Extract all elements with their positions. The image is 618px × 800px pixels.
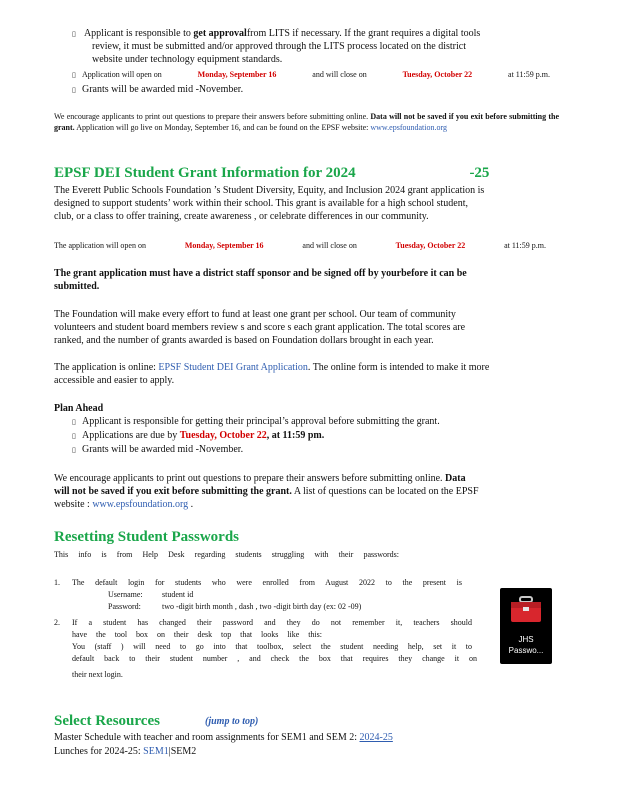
top-bullet-3: ▯ Grants will be awarded mid -November.	[72, 84, 244, 95]
reset-item-1: The default login for students who were enrolled from August 2022 to the present is	[72, 578, 462, 587]
encourage-paragraph: We encourage applicants to print out questions to prepare their answers before submitting online. Data will not be saved if you exit before submitting the grant. Application will go live on Monday, September 16, and can be found on the EPSF website: www.epsfoundation.org	[54, 112, 559, 132]
bullet-icon: ▯	[72, 71, 76, 79]
plan-ahead-heading: Plan Ahead	[54, 403, 104, 414]
reset-item-2-line3: You (staff ) will need to go into that toolbox, select the student needing help, set it to	[72, 642, 472, 651]
dei-open-date: Monday, September 16	[184, 241, 264, 250]
jhs-password-shortcut[interactable]	[500, 588, 552, 664]
bullet-icon: ▯	[72, 446, 76, 454]
lunch-sem2-link[interactable]: SEM2	[170, 746, 197, 757]
plan-bullet-3: ▯ Grants will be awarded mid -November.	[72, 444, 244, 455]
online-application-line2: accessible and easier to apply.	[54, 375, 175, 386]
select-resources-heading: Select Resources	[54, 713, 160, 729]
plan-bullet-2: ▯ Applications are due by Tuesday, October 22, at 11:59 pm.	[72, 430, 325, 441]
top-bullet-1-line2: review, it must be submitted and/or approved through the LITS process located on the district	[92, 41, 466, 52]
top-bullet-2: ▯ Application will open on Monday, September 16 and will close on Tuesday, October 22 at 11:59 p.m.	[72, 70, 550, 79]
plan-bullet-1: ▯ Applicant is responsible for getting their principal’s approval before submitting the grant.	[72, 416, 440, 427]
reset-password: Password: two -digit birth month , dash , two -digit birth day (ex: 02 -09)	[108, 602, 362, 611]
reset-intro: This info is from Help Desk regarding students struggling with their passwords:	[54, 550, 399, 559]
foundation-para-line3: ranked, and the number of grants awarded is based on Foundation dollars brought in each year.	[54, 335, 434, 346]
close-date: Tuesday, October 22	[402, 70, 473, 79]
dei-close-date: Tuesday, October 22	[395, 241, 466, 250]
shortcut-label-2: Passwo...	[508, 646, 544, 655]
sponsor-requirement: The grant application must have a district staff sponsor and be signed off by yourbefore it can be	[54, 268, 467, 279]
dei-intro-line3: club, or a class to offer training, create awareness , or celebrate differences in our community.	[54, 211, 429, 222]
epsf-website-link[interactable]: www.epsfoundation.org	[370, 123, 447, 132]
reset-item-2-line4: default back to their student number , and check the box that requires they change it on	[72, 654, 477, 663]
encourage2-line2: will not be saved if you exit before submitting the grant. A list of questions can be located on the EPSF	[54, 486, 479, 497]
sponsor-requirement-line2: submitted.	[54, 281, 100, 292]
open-date: Monday, September 16	[197, 70, 277, 79]
master-schedule-line: Master Schedule with teacher and room assignments for SEM1 and SEM 2: 2024-25	[54, 732, 393, 743]
dei-intro-line2: designed to support students’ work within their school. This grant is available for a high school student,	[54, 198, 469, 209]
dei-grant-application-link[interactable]: EPSF Student DEI Grant Application	[158, 362, 308, 373]
reset-username: Username: student id	[108, 590, 194, 599]
reset-item-2-line5: their next login.	[72, 670, 123, 679]
reset-item-2-line1: If a student has changed their password and they do not remember it, teachers should	[72, 618, 472, 627]
foundation-para-line2: volunteers and student board members review s and score s each grant application. The total scores are	[54, 322, 466, 333]
reset-item-1-number: 1.	[54, 578, 60, 587]
master-schedule-link[interactable]: 2024-25	[359, 732, 393, 743]
lunches-line: Lunches for 2024-25: SEM1|SEM2	[54, 746, 197, 757]
toolbox-icon	[510, 596, 542, 624]
foundation-para-line1: The Foundation will make every effort to fund at least one grant per school. Our team of community	[54, 309, 456, 320]
shortcut-label-1: JHS	[518, 635, 534, 644]
reset-item-2-line2: have the tool box on their desk top that looks like this:	[72, 630, 322, 639]
bullet-icon: ▯	[72, 86, 76, 94]
jump-to-top-link[interactable]: (jump to top)	[205, 716, 259, 727]
online-application: The application is online: EPSF Student DEI Grant Application. The online form is intended to make it more	[54, 362, 490, 373]
dei-heading: EPSF DEI Student Grant Information for 2024 -25	[54, 165, 490, 181]
epsf-website-link-2[interactable]: www.epsfoundation.org	[92, 499, 189, 510]
dei-intro-line1: The Everett Public Schools Foundation ’s Student Diversity, Equity, and Inclusion 2024 grant application is	[54, 185, 485, 196]
lunch-sem1-link[interactable]: SEM1	[143, 746, 169, 757]
top-bullet-1-line3: website under technology equipment standards.	[92, 54, 283, 65]
top-bullet-1: ▯ Applicant is responsible to get approvalfrom LITS if necessary. If the grant requires a digital tools	[72, 28, 481, 39]
encourage2-line3: website : www.epsfoundation.org .	[54, 499, 194, 510]
dei-application-dates: The application will open on Monday, September 16 and will close on Tuesday, October 22 at 11:59 p.m.	[54, 241, 546, 250]
reset-passwords-heading: Resetting Student Passwords	[54, 529, 240, 545]
encourage2-line1: We encourage applicants to print out questions to prepare their answers before submitting online. Data	[54, 473, 466, 484]
reset-item-2-number: 2.	[54, 618, 60, 627]
bullet-icon: ▯	[72, 418, 76, 426]
bullet-icon: ▯	[72, 30, 76, 38]
bullet-icon: ▯	[72, 432, 76, 440]
